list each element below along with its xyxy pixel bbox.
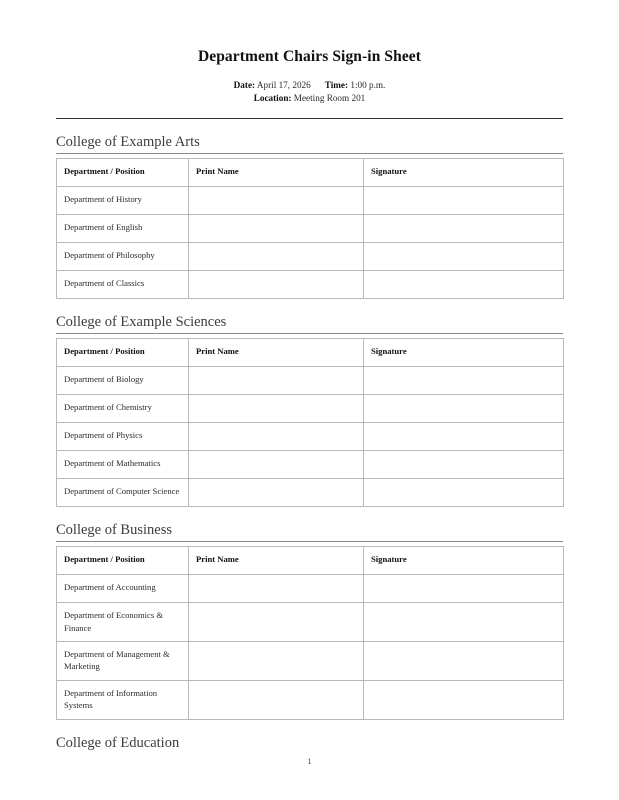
signature-cell[interactable] [364, 575, 564, 603]
signature-cell[interactable] [364, 422, 564, 450]
section [56, 133, 563, 299]
table-row [57, 603, 564, 642]
header-divider [56, 118, 563, 119]
location-label: Location: [253, 93, 292, 104]
signature-cell[interactable] [364, 478, 564, 506]
department-cell: Department of Physics [57, 422, 189, 450]
print-name-column-header: Print Name [189, 158, 364, 186]
print-name-cell[interactable] [189, 270, 364, 298]
department-cell: Department of Mathematics [57, 450, 189, 478]
department-cell: Department of Chemistry [57, 394, 189, 422]
department-cell: Department of Information Systems [57, 680, 189, 719]
location-value: Meeting Room 201 [293, 93, 366, 104]
department-cell: Department of Biology [57, 366, 189, 394]
print-name-cell[interactable] [189, 641, 364, 680]
signature-cell[interactable] [364, 603, 564, 642]
table-row [57, 680, 564, 719]
table-row [57, 242, 564, 270]
department-column-header: Department / Position [57, 338, 189, 366]
section [56, 734, 563, 754]
date-time-line [56, 79, 563, 92]
table-row [57, 478, 564, 506]
table-header-row [57, 547, 564, 575]
section-heading: College of Example Sciences [56, 313, 563, 334]
sections-container [56, 133, 563, 754]
print-name-column-header: Print Name [189, 338, 364, 366]
date-value: April 17, 2026 [256, 80, 311, 90]
signature-cell[interactable] [364, 214, 564, 242]
time-value: 1:00 p.m. [350, 80, 386, 90]
signature-cell[interactable] [364, 186, 564, 214]
print-name-cell[interactable] [189, 214, 364, 242]
print-name-column-header: Print Name [189, 547, 364, 575]
signature-column-header: Signature [364, 158, 564, 186]
section-heading: College of Example Arts [56, 133, 563, 154]
table-row [57, 641, 564, 680]
signature-cell[interactable] [364, 450, 564, 478]
print-name-cell[interactable] [189, 394, 364, 422]
section-heading: College of Business [56, 521, 563, 542]
section-heading: College of Education [56, 734, 180, 751]
section [56, 521, 563, 720]
print-name-cell[interactable] [189, 478, 364, 506]
signature-cell[interactable] [364, 366, 564, 394]
table-row [57, 366, 564, 394]
table-row [57, 450, 564, 478]
signin-table [56, 338, 564, 507]
department-cell: Department of Computer Science [57, 478, 189, 506]
print-name-cell[interactable] [189, 366, 364, 394]
department-column-header: Department / Position [57, 547, 189, 575]
department-column-header: Department / Position [57, 158, 189, 186]
signature-cell[interactable] [364, 641, 564, 680]
print-name-cell[interactable] [189, 242, 364, 270]
table-row [57, 214, 564, 242]
print-name-cell[interactable] [189, 680, 364, 719]
signature-cell[interactable] [364, 394, 564, 422]
department-cell: Department of Accounting [57, 575, 189, 603]
department-cell: Department of Classics [57, 270, 189, 298]
department-cell: Department of Management & Marketing [57, 641, 189, 680]
table-row [57, 394, 564, 422]
print-name-cell[interactable] [189, 450, 364, 478]
table-header-row [57, 338, 564, 366]
table-row [57, 270, 564, 298]
table-row [57, 422, 564, 450]
print-name-cell[interactable] [189, 575, 364, 603]
section [56, 313, 563, 507]
signature-column-header: Signature [364, 547, 564, 575]
print-name-cell[interactable] [189, 603, 364, 642]
signin-table [56, 158, 564, 299]
page-title: Department Chairs Sign-in Sheet [197, 48, 422, 65]
department-cell: Department of History [57, 186, 189, 214]
signature-column-header: Signature [364, 338, 564, 366]
signature-cell[interactable] [364, 242, 564, 270]
department-cell: Department of Philosophy [57, 242, 189, 270]
signature-cell[interactable] [364, 680, 564, 719]
time-label: Time: [324, 80, 349, 90]
table-header-row [57, 158, 564, 186]
signature-cell[interactable] [364, 270, 564, 298]
meeting-details [56, 79, 563, 106]
print-name-cell[interactable] [189, 186, 364, 214]
table-row [57, 575, 564, 603]
page-number: 1 [307, 757, 312, 766]
signin-table [56, 546, 564, 720]
department-cell: Department of Economics & Finance [57, 603, 189, 642]
department-cell: Department of English [57, 214, 189, 242]
print-name-cell[interactable] [189, 422, 364, 450]
date-label: Date: [233, 80, 256, 90]
location-line [56, 92, 563, 105]
table-row [57, 186, 564, 214]
